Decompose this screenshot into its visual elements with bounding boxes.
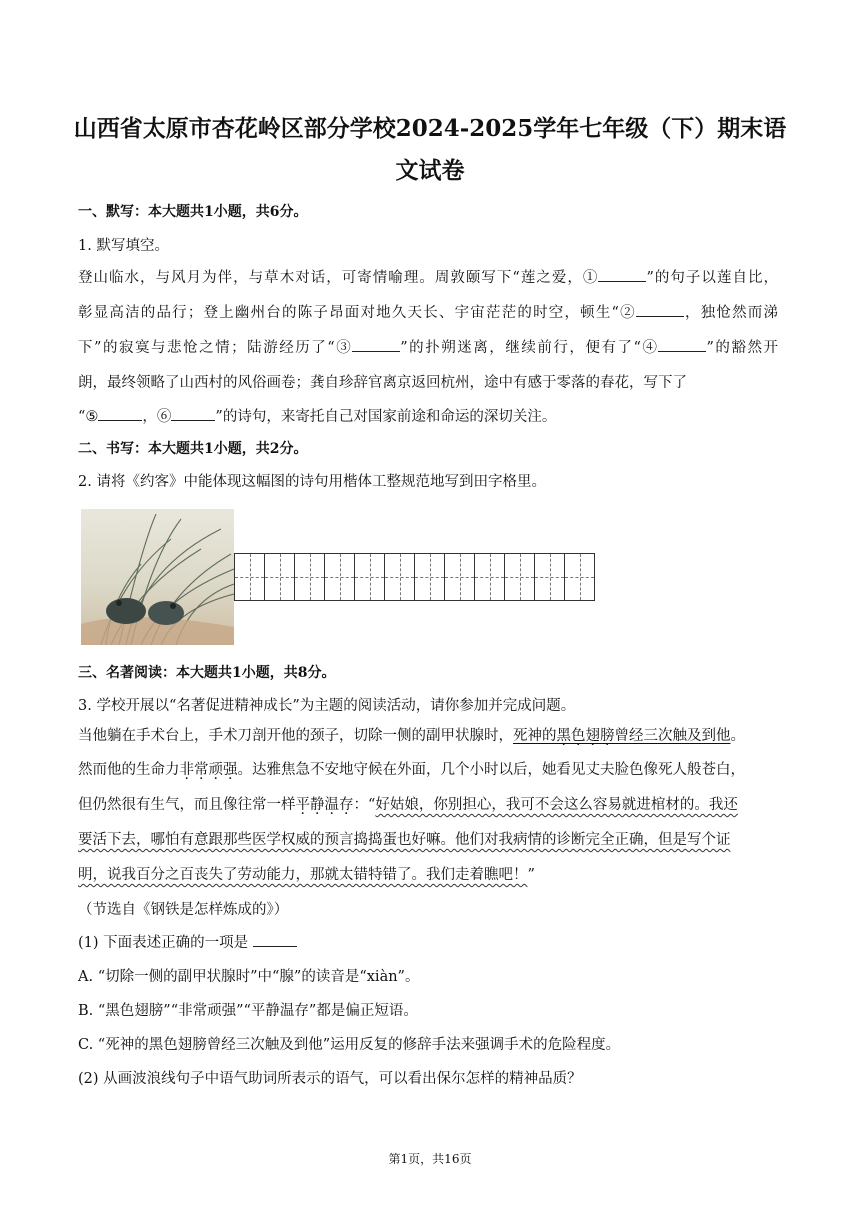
grid-cell[interactable]: [355, 554, 385, 600]
grid-cell[interactable]: [295, 554, 325, 600]
passage-text: 死神的: [513, 728, 557, 744]
sub-question-text: (1) 下面表述正确的一项是: [78, 935, 249, 951]
passage-text: ：“: [353, 797, 376, 813]
sub-question-1: [78, 932, 297, 954]
q1-text: 彰显高洁的品行；登上幽州台的陈子昂面对地久天长、宇宙茫茫的时空，顿生“②: [78, 305, 636, 321]
answer-blank-4[interactable]: [658, 337, 706, 352]
grid-cell[interactable]: [475, 554, 505, 600]
wavy-underlined-text: 明，说我百分之百丧失了劳动能力，那就太错特错了。我们走着瞧吧！: [78, 867, 528, 883]
q1-text: ”的豁然开: [706, 340, 778, 356]
dotted-char: 非: [179, 762, 194, 778]
q1-text: 下”的寂寞与悲怆之情；陆游经历了“③: [78, 340, 353, 356]
grid-cell[interactable]: [385, 554, 415, 600]
passage-text: 。达雅焦急不安地守候在外面，几个小时以后，她看见丈夫脸色像死人般苍白，: [237, 762, 745, 778]
q1-text: ”的句子以莲自比，: [646, 270, 778, 286]
passage-text: ”: [527, 867, 535, 883]
answer-blank-2[interactable]: [636, 302, 684, 317]
section3-heading: 三、名著阅读：本大题共1小题，共8分。: [78, 665, 336, 681]
grid-cell[interactable]: [445, 554, 475, 600]
dotted-char: 膀: [600, 728, 615, 744]
passage-line1: [78, 725, 745, 747]
grid-cell[interactable]: [535, 554, 565, 600]
page-footer: 第1页，共16页: [388, 1152, 472, 1166]
dotted-char: 静: [310, 797, 325, 813]
underlined-sentence: [513, 728, 731, 744]
exam-title-line2: 文试卷: [395, 157, 465, 184]
answer-blank-sub1[interactable]: [253, 932, 297, 947]
passage-line3: [78, 794, 738, 816]
grid-cell[interactable]: [505, 554, 535, 600]
q1-line4: 朗，最终领略了山西村的风俗画卷；龚自珍辞官离京返回杭州，途中有感于零落的春花，写下了: [78, 375, 687, 391]
answer-blank-5[interactable]: [98, 406, 142, 421]
exam-title-line1: 山西省太原市杏花岭区部分学校2024-2025学年七年级（下）期末语: [73, 115, 787, 142]
option-b[interactable]: B. “黑色翅膀”“非常顽强”“平静温存”都是偏正短语。: [78, 1003, 418, 1019]
dotted-char: 常: [194, 762, 209, 778]
passage-text: 。: [730, 728, 745, 744]
answer-blank-6[interactable]: [171, 406, 215, 421]
answer-blank-1[interactable]: [598, 267, 646, 282]
grid-cell[interactable]: [325, 554, 355, 600]
sub-question-2: (2) 从画波浪线句子中语气助词所表示的语气，可以看出保尔怎样的精神品质？: [78, 1071, 582, 1087]
q1-line2: [78, 302, 778, 324]
wavy-underlined-text: 好姑娘，你别担心，我可不会这么容易就进棺材的。我还: [375, 797, 738, 813]
section1-heading: 一、默写：本大题共1小题，共6分。: [78, 204, 308, 220]
grid-cell[interactable]: [415, 554, 445, 600]
wavy-underlined-text: 要活下去，哪怕有意跟那些医学权威的预言捣捣蛋也好嘛。他们对我病情的诊断完全正确，但是写个证: [78, 832, 731, 848]
section2-heading: 二、书写：本大题共1小题，共2分。: [78, 441, 308, 457]
q1-text: “⑤: [78, 409, 99, 425]
writing-grid[interactable]: [234, 553, 595, 601]
q1-text: ”的扑朔迷离，继续前行，便有了“④: [400, 340, 659, 356]
dotted-char: 存: [339, 797, 354, 813]
dotted-char: 翅: [585, 728, 600, 744]
grid-cell[interactable]: [235, 554, 265, 600]
grid-cell[interactable]: [265, 554, 295, 600]
passage-source: （节选自《钢铁是怎样炼成的》）: [78, 902, 289, 918]
passage-text: 但仍然很有生气，而且像往常一样: [78, 797, 296, 813]
q1-line1: [78, 267, 778, 289]
q1-line5: [78, 406, 556, 428]
answer-blank-3[interactable]: [352, 337, 400, 352]
q3-label: 3. 学校开展以“名著促进精神成长”为主题的阅读活动，请你参加并完成问题。: [78, 698, 576, 714]
q1-text: 登山临水，与风月为伴，与草木对话，可寄情喻理。周敦颐写下“莲之爱，①: [78, 270, 599, 286]
passage-line4: [78, 829, 731, 851]
passage-line2: [78, 759, 745, 781]
dotted-char: 黑: [556, 728, 571, 744]
frogs-painting-image: [81, 509, 234, 645]
q1-text: ，⑥: [142, 409, 172, 425]
q1-line3: [78, 337, 778, 359]
option-c[interactable]: C. “死神的黑色翅膀曾经三次触及到他”运用反复的修辞手法来强调手术的危险程度。: [78, 1037, 621, 1053]
passage-text: 然而他的生命力: [78, 762, 180, 778]
passage-text: 曾经三次触及到他: [614, 728, 731, 744]
dotted-char: 温: [324, 797, 339, 813]
grid-cell[interactable]: [565, 554, 594, 600]
q1-text: ，独怆然而涕: [683, 305, 778, 321]
passage-text: 当他躺在手术台上，手术刀剖开他的颈子，切除一侧的副甲状腺时，: [78, 728, 513, 744]
dotted-char: 强: [223, 762, 238, 778]
dotted-char: 顽: [208, 762, 223, 778]
passage-line5: [78, 864, 535, 886]
q2-label: 2. 请将《约客》中能体现这幅图的诗句用楷体工整规范地写到田字格里。: [78, 474, 546, 490]
q1-text: ”的诗句，来寄托自己对国家前途和命运的深切关注。: [215, 409, 557, 425]
dotted-char: 平: [295, 797, 310, 813]
option-a[interactable]: A. “切除一侧的副甲状腺时”中“腺”的读音是“xiàn”。: [78, 969, 420, 985]
q1-label: 1. 默写填空。: [78, 238, 169, 254]
dotted-char: 色: [571, 728, 586, 744]
